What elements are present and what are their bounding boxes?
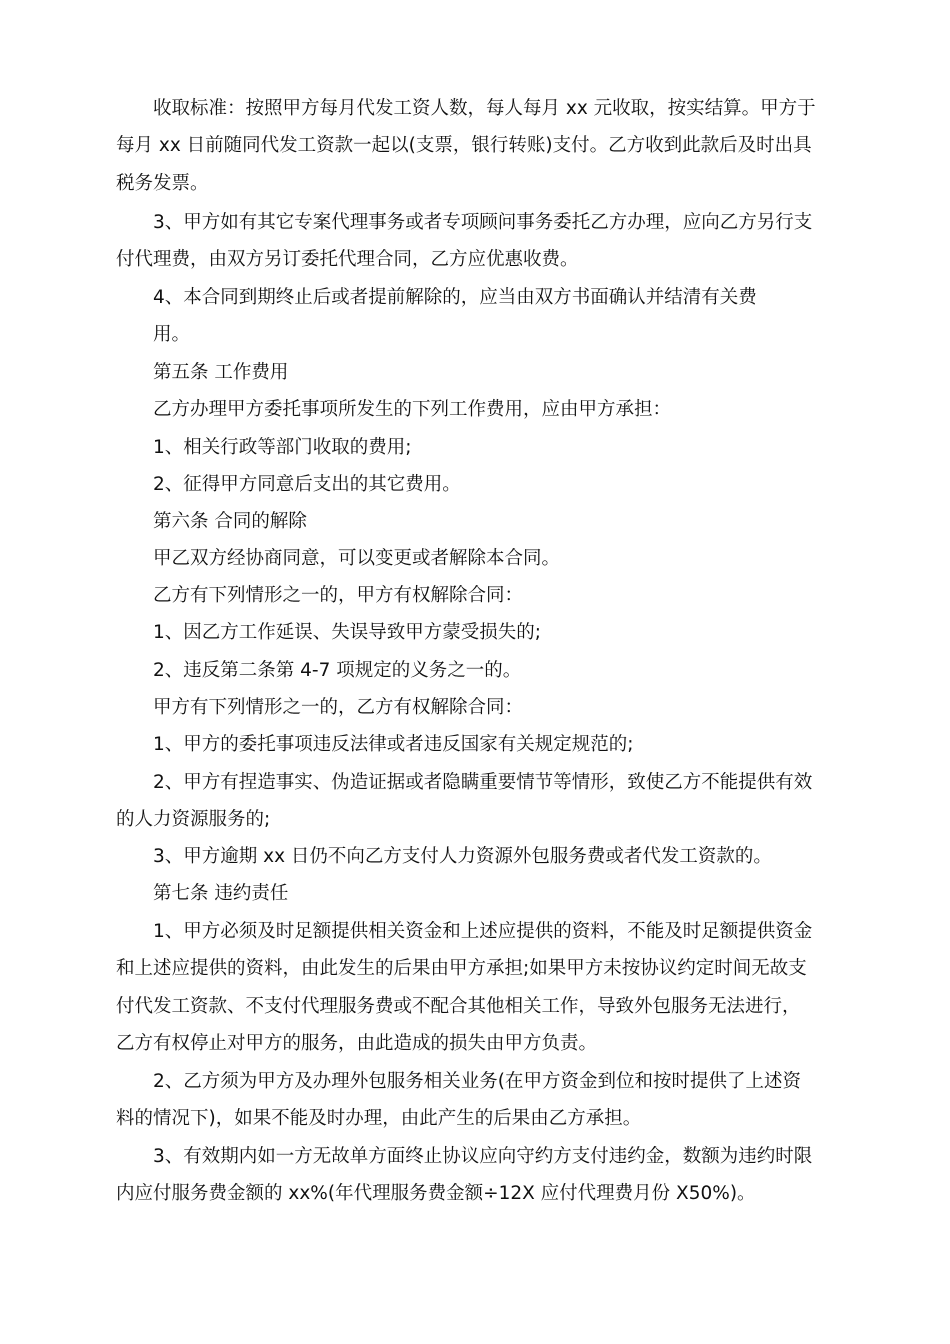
text-line: 1、甲方的委托事项违反法律或者违反国家有关规定规范的; <box>153 734 634 755</box>
text-line: 的人力资源服务的; <box>116 809 271 830</box>
text-line: 用。 <box>153 324 191 345</box>
text-line: 乙方有权停止对甲方的服务，由此造成的损失由甲方负责。 <box>116 1033 598 1054</box>
text-line: 2、违反第二条第 4-7 项规定的义务之一的。 <box>153 660 522 681</box>
text-line: 2、甲方有捏造事实、伪造证据或者隐瞒重要情节等情形，致使乙方不能提供有效 <box>153 772 813 793</box>
section-heading: 第七条 违约责任 <box>153 883 289 904</box>
text-line: 1、因乙方工作延误、失误导致甲方蒙受损失的; <box>153 622 542 643</box>
text-line: 1、相关行政等部门收取的费用; <box>153 437 412 458</box>
text-line: 3、甲方逾期 xx 日仍不向乙方支付人力资源外包服务费或者代发工资款的。 <box>153 846 772 867</box>
text-line: 甲方有下列情形之一的，乙方有权解除合同： <box>153 697 524 718</box>
section-heading: 第五条 工作费用 <box>153 362 289 383</box>
text-line: 3、甲方如有其它专案代理事务或者专项顾问事务委托乙方办理，应向乙方另行支 <box>153 212 813 233</box>
text-line: 乙方办理甲方委托事项所发生的下列工作费用，应由甲方承担： <box>153 399 672 420</box>
text-line: 付代理费，由双方另订委托代理合同，乙方应优惠收费。 <box>116 249 579 270</box>
text-line: 和上述应提供的资料，由此发生的后果由甲方承担;如果甲方未按协议约定时间无故支 <box>116 958 807 979</box>
text-line: 内应付服务费金额的 xx%(年代理服务费金额÷12X 应付代理费月份 X50%)。 <box>116 1183 756 1204</box>
text-line: 每月 xx 日前随同代发工资款一起以(支票，银行转账)支付。乙方收到此款后及时出具 <box>116 135 812 156</box>
text-line: 税务发票。 <box>116 173 209 194</box>
text-line: 乙方有下列情形之一的，甲方有权解除合同： <box>153 585 524 606</box>
text-line: 付代发工资款、不支付代理服务费或不配合其他相关工作，导致外包服务无法进行， <box>116 996 801 1017</box>
text-line: 甲乙双方经协商同意，可以变更或者解除本合同。 <box>153 548 561 569</box>
section-heading: 第六条 合同的解除 <box>153 511 307 532</box>
text-line: 2、乙方须为甲方及办理外包服务相关业务(在甲方资金到位和按时提供了上述资 <box>153 1071 801 1092</box>
text-line: 料的情况下)，如果不能及时办理，由此产生的后果由乙方承担。 <box>116 1108 642 1129</box>
text-line: 收取标准：按照甲方每月代发工资人数，每人每月 xx 元收取，按实结算。甲方于 <box>153 98 816 119</box>
text-line: 4、本合同到期终止后或者提前解除的，应当由双方书面确认并结清有关费 <box>153 287 757 308</box>
text-line: 3、有效期内如一方无故单方面终止协议应向守约方支付违约金，数额为违约时限 <box>153 1146 813 1167</box>
text-line: 2、征得甲方同意后支出的其它费用。 <box>153 474 461 495</box>
text-line: 1、甲方必须及时足额提供相关资金和上述应提供的资料，不能及时足额提供资金 <box>153 921 813 942</box>
